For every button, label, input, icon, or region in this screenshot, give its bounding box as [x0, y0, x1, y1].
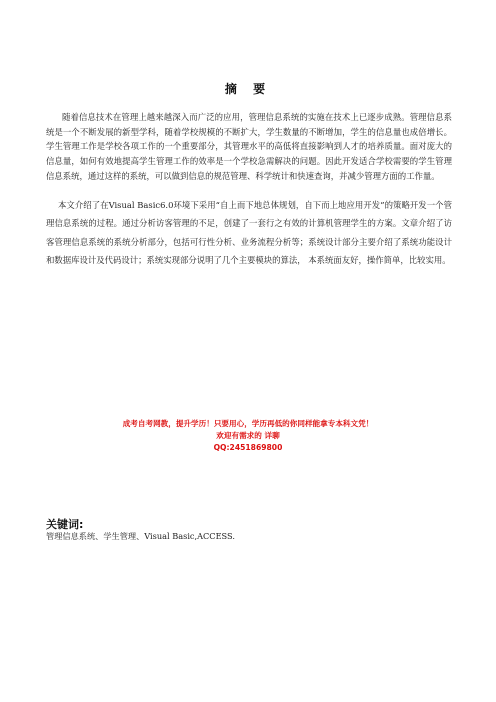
- promo-line-1: 成考自考网教，提升学历！只要用心，学历再低的你同样能拿专本科文凭！: [122, 419, 374, 428]
- promo-notice: [0, 418, 496, 454]
- promo-line-2: 欢迎有需求的 详聊: [216, 431, 280, 440]
- keywords-text: 管理信息系统、学生管理、Visual Basic,ACCESS.: [46, 531, 235, 541]
- abstract-paragraph-2: 本文介绍了在Visual Basic6.0环境下采用“自上而下地总体规划，自下而上地应用开发”的策略开发一个管理信息系统的过程。通过分析访客管理的不足，创建了一套行之有效的计算机管理学生的方案。文章介绍了访客管理信息系统的系统分析部分，包括可行性分析、业务流程分析等；系统设计部分主要介绍了系统功能设计和数据库设计及代码设计；系统实现部分说明了几个主要模块的算法， 本系统面友好，操作简单，比较实用。: [46, 200, 452, 266]
- abstract-title: 摘 要: [224, 82, 272, 96]
- keywords-label: 关键词:: [46, 518, 84, 531]
- promo-line-3: QQ:2451869800: [213, 443, 283, 452]
- abstract-paragraph-1: 随着信息技术在管理上越来越深入而广泛的应用，管理信息系统的实施在技术上已逐步成熟。管理信息系统是一个不断发展的新型学科，随着学校规模的不断扩大，学生数量的不断增加，学生的信息量也成倍增长。学生管理工作是学校各项工作的一个重要部分，其管理水平的高低将直接影响到人才的培养质量。面对庞大的信息量，如何有效地提高学生管理工作的效率是一个学校急需解决的问题。因此开发适合学校需要的学生管理信息系统，通过这样的系统，可以做到信息的规范管理、科学统计和快速查询，并减少管理方面的工作量。: [46, 112, 452, 181]
